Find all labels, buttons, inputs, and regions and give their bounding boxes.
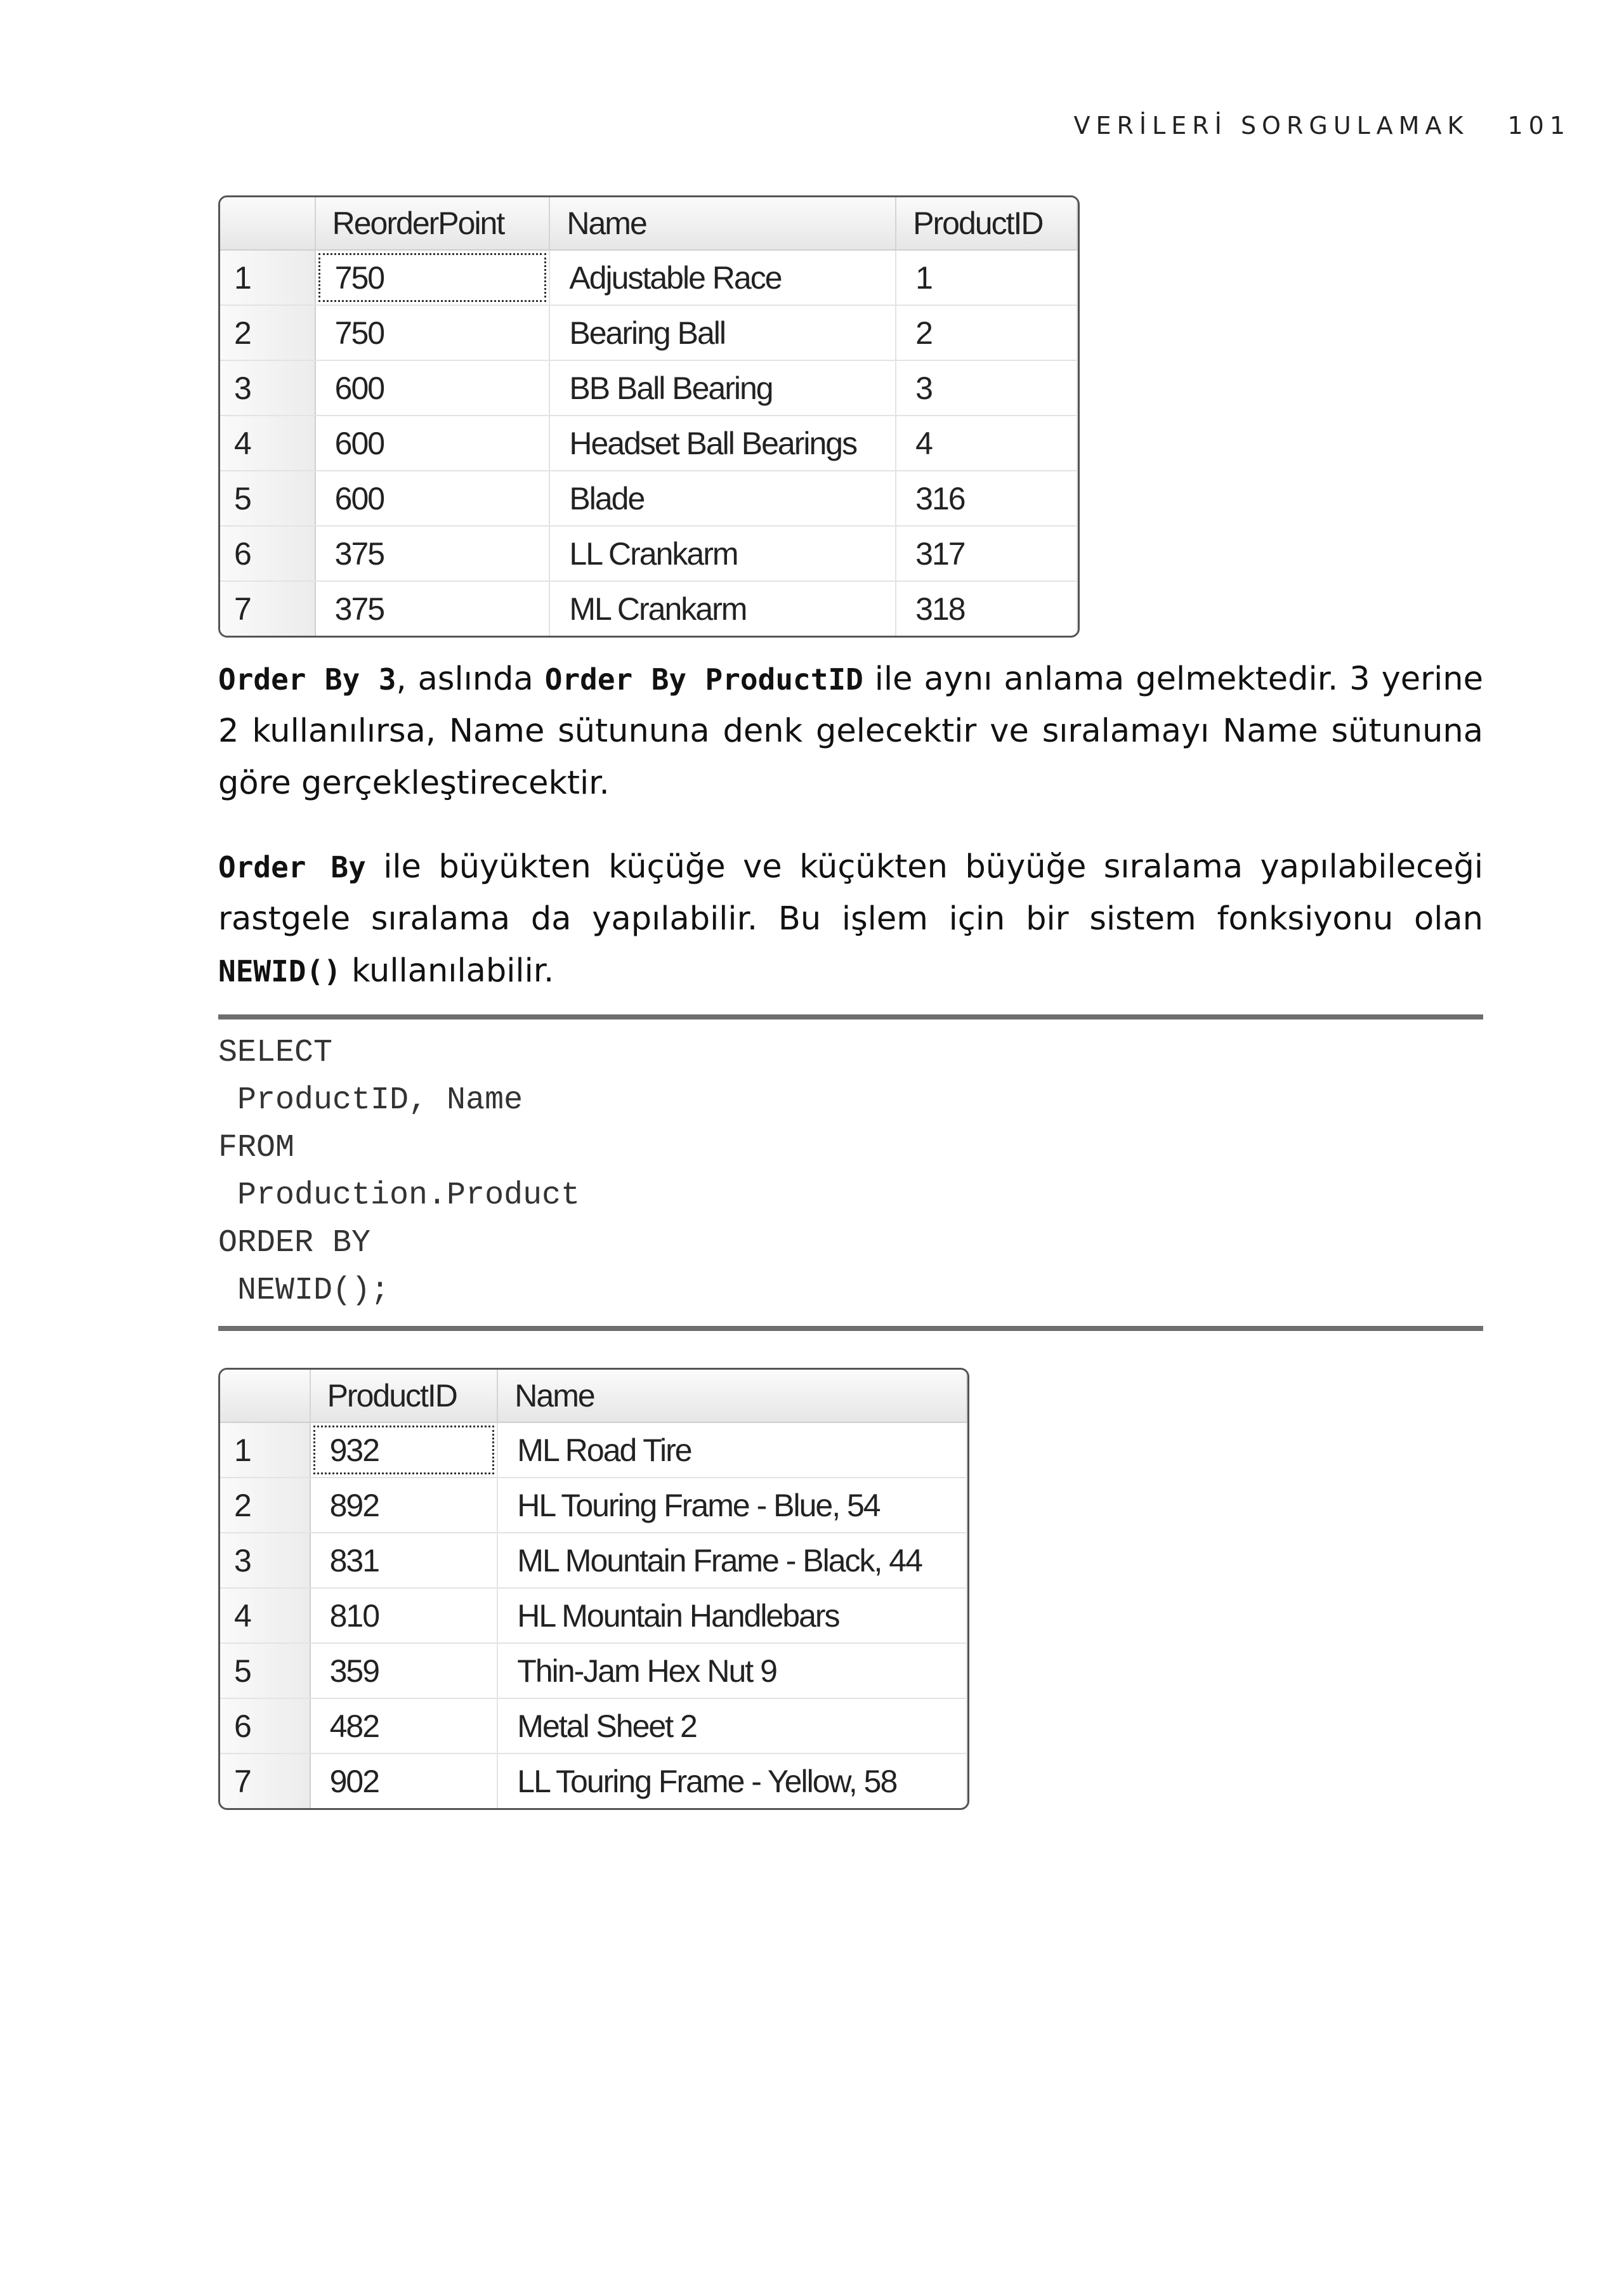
grid-cell[interactable]: 750 — [315, 305, 550, 360]
column-header-productid[interactable]: ProductID — [896, 197, 1077, 250]
row-number: 3 — [220, 1533, 310, 1588]
row-number: 1 — [220, 250, 315, 305]
grid-cell[interactable]: ML Mountain Frame - Black, 44 — [497, 1533, 967, 1588]
code-line: ORDER BY — [218, 1225, 371, 1261]
table-row — [220, 526, 1077, 581]
grid-cell[interactable]: 902 — [310, 1754, 498, 1808]
grid-cell[interactable]: 4 — [896, 416, 1077, 471]
table-row — [220, 305, 1077, 360]
paragraph-text: kullanılabilir. — [341, 952, 554, 990]
grid-cell[interactable]: Blade — [549, 471, 896, 526]
chapter-title: VERİLERİ SORGULAMAK — [1073, 112, 1469, 140]
table-row — [220, 250, 1077, 305]
row-number: 2 — [220, 305, 315, 360]
row-number: 7 — [220, 581, 315, 636]
paragraph-order-by-3 — [218, 653, 1483, 810]
grid-cell[interactable]: 600 — [315, 416, 550, 471]
grid-cell[interactable]: 316 — [896, 471, 1077, 526]
grid-cell[interactable]: Headset Ball Bearings — [549, 416, 896, 471]
table-row — [220, 1754, 967, 1808]
grid-cell[interactable]: 932 — [310, 1422, 498, 1478]
page-header — [1073, 112, 1571, 140]
grid-header-row — [220, 1370, 967, 1422]
code-line: ProductID, Name — [218, 1082, 523, 1118]
row-number: 7 — [220, 1754, 310, 1808]
code-block-top-rule — [218, 1014, 1483, 1019]
column-header-productid[interactable]: ProductID — [310, 1370, 498, 1422]
grid-cell[interactable]: 359 — [310, 1643, 498, 1698]
row-number-header — [220, 1370, 310, 1422]
inline-code: Order By 3 — [218, 662, 396, 697]
grid-cell[interactable]: 375 — [315, 581, 550, 636]
results-grid-2 — [218, 1368, 969, 1810]
inline-code: Order By ProductID — [544, 662, 863, 697]
row-number: 4 — [220, 1588, 310, 1643]
grid-cell[interactable]: 375 — [315, 526, 550, 581]
grid-cell[interactable]: 810 — [310, 1588, 498, 1643]
grid-cell[interactable]: Metal Sheet 2 — [497, 1698, 967, 1754]
table-row — [220, 1643, 967, 1698]
grid-cell[interactable]: HL Touring Frame - Blue, 54 — [497, 1478, 967, 1533]
paragraph-text: , aslında — [396, 660, 545, 698]
grid-cell[interactable]: 892 — [310, 1478, 498, 1533]
table-row — [220, 581, 1077, 636]
code-line: NEWID(); — [218, 1273, 390, 1309]
row-number: 5 — [220, 471, 315, 526]
grid-header-row — [220, 197, 1077, 250]
row-number: 6 — [220, 1698, 310, 1754]
code-line: FROM — [218, 1130, 295, 1166]
code-line: SELECT — [218, 1035, 333, 1071]
grid-cell[interactable]: ML Road Tire — [497, 1422, 967, 1478]
inline-code: Order By — [218, 850, 366, 884]
row-number: 3 — [220, 360, 315, 416]
grid-cell[interactable]: 600 — [315, 471, 550, 526]
code-block-bottom-rule — [218, 1326, 1483, 1331]
grid-cell[interactable]: HL Mountain Handlebars — [497, 1588, 967, 1643]
grid-cell[interactable]: 1 — [896, 250, 1077, 305]
sql-code-block — [218, 1029, 580, 1315]
grid-cell[interactable]: 3 — [896, 360, 1077, 416]
table-row — [220, 416, 1077, 471]
paragraph-newid — [218, 841, 1483, 997]
row-number: 2 — [220, 1478, 310, 1533]
column-header-reorderpoint[interactable]: ReorderPoint — [315, 197, 550, 250]
grid-cell[interactable]: 2 — [896, 305, 1077, 360]
table-row — [220, 1588, 967, 1643]
grid-cell[interactable]: BB Ball Bearing — [549, 360, 896, 416]
table-row — [220, 1533, 967, 1588]
code-line: Production.Product — [218, 1177, 580, 1214]
column-header-name[interactable]: Name — [549, 197, 896, 250]
grid-cell[interactable]: ML Crankarm — [549, 581, 896, 636]
inline-code: NEWID() — [218, 954, 341, 988]
grid-cell[interactable]: LL Crankarm — [549, 526, 896, 581]
table-row — [220, 471, 1077, 526]
page-number: 101 — [1507, 112, 1571, 140]
row-number: 6 — [220, 526, 315, 581]
row-number: 4 — [220, 416, 315, 471]
grid-cell[interactable]: Adjustable Race — [549, 250, 896, 305]
grid-cell[interactable]: 482 — [310, 1698, 498, 1754]
grid-cell[interactable]: Bearing Ball — [549, 305, 896, 360]
results-grid-1 — [218, 195, 1080, 638]
paragraph-text: ile büyükten küçüğe ve küçükten büyüğe sıralama yapılabileceği rastgele sıralama da yapılabilir. Bu işlem için bir sistem fonksiyonu olan — [218, 848, 1483, 938]
row-number-header — [220, 197, 315, 250]
table-row — [220, 1698, 967, 1754]
grid-cell[interactable]: 318 — [896, 581, 1077, 636]
table-row — [220, 360, 1077, 416]
grid-cell[interactable]: LL Touring Frame - Yellow, 58 — [497, 1754, 967, 1808]
grid-cell[interactable]: 600 — [315, 360, 550, 416]
table-row — [220, 1422, 967, 1478]
row-number: 5 — [220, 1643, 310, 1698]
grid-cell[interactable]: 831 — [310, 1533, 498, 1588]
table-row — [220, 1478, 967, 1533]
grid-cell[interactable]: Thin-Jam Hex Nut 9 — [497, 1643, 967, 1698]
column-header-name[interactable]: Name — [497, 1370, 967, 1422]
row-number: 1 — [220, 1422, 310, 1478]
grid-cell[interactable]: 317 — [896, 526, 1077, 581]
paragraph-text: ile aynı anlama gelmektedir. 3 yerine 2 kullanılırsa, Name sütununa denk gelecektir ve sıralamayı Name sütununa göre gerçekleştirecektir. — [218, 660, 1483, 802]
grid-cell[interactable]: 750 — [315, 250, 550, 305]
